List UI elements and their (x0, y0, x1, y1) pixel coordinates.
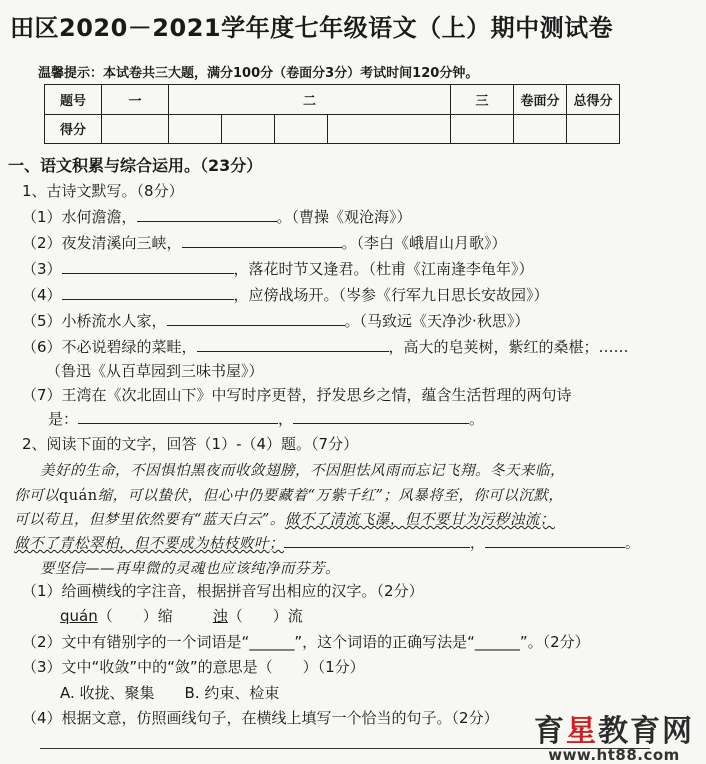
score-cell-part3: 三 (451, 85, 514, 115)
score-input-cell (328, 114, 451, 144)
comma: ， (470, 536, 485, 552)
poem-item-5 (22, 310, 529, 331)
score-row-label: 得分 (45, 114, 102, 144)
poem-item-5-prefix: （5）小桥流水人家， (22, 312, 167, 330)
poem-item-3-prefix: （3） (22, 260, 62, 278)
exam-note: 温馨提示：本试卷共三大题，满分100分（卷面分3分）考试时间120分钟。 (38, 66, 479, 81)
poem-item-1-source: 。（曹操《观沧海》） (276, 208, 412, 226)
poem-item-2-prefix: （2）夜发清溪向三峡， (22, 234, 182, 252)
poem-item-7-prefix: 是： (48, 410, 79, 428)
subquestion-2: （2）文中有错别字的一个词语是“______”，这个词语的正确写法是“______”。（2分） (22, 633, 590, 651)
passage-text: 缩，可以蛰伏，但心中仍要藏着“万紫千红”；风暴将至，你可以沉默， (97, 488, 564, 504)
answer-paren-2[interactable]: （ ）流 (227, 607, 303, 625)
answer-blank[interactable] (182, 247, 342, 248)
passage-text: 可以苟且，但梦里依然要有“蓝天白云”。 (14, 512, 285, 528)
exam-title: 田区2020－2021学年度七年级语文（上）期中测试卷 (10, 14, 614, 42)
answer-blank[interactable] (62, 299, 234, 300)
answer-blank[interactable] (78, 423, 278, 424)
answer-blank[interactable] (284, 547, 470, 548)
poem-item-7: （7）王湾在《次北固山下》中写时序更替，抒发思乡之情，蕴含生活哲理的两句诗 (22, 386, 572, 404)
underlined-sentence-1: 做不了清流飞瀑，但不要甘为污秽浊流； (284, 512, 555, 528)
answer-blank[interactable] (62, 273, 234, 274)
score-table-score-row (45, 114, 620, 144)
answer-blank[interactable] (167, 325, 345, 326)
pinyin-quan: quán (59, 488, 98, 504)
passage-line-3 (14, 508, 555, 529)
subquestion-3: （3）文中“收敛”中的“敛”的意思是（ ）（1分） (22, 658, 365, 676)
answer-blank[interactable] (197, 351, 389, 352)
subquestion-1-items (60, 605, 303, 626)
period: 。 (625, 536, 640, 552)
subquestion-3-options: A. 收拢、聚集 B. 约束、检束 (60, 684, 280, 702)
watermark (534, 706, 694, 764)
poem-item-3 (22, 258, 534, 279)
score-cell-part1: 一 (102, 85, 169, 115)
score-table-header-row (45, 85, 620, 115)
score-input-cell (222, 114, 275, 144)
score-table (44, 84, 620, 144)
poem-item-6-source: （鲁迅《从百草园到三味书屋》） (46, 362, 264, 380)
score-input-cell (451, 114, 514, 144)
score-cell-label: 题号 (45, 85, 102, 115)
poem-item-3-source: ，落花时节又逢君。（杜甫《江南逢李龟年》） (233, 260, 534, 278)
score-input-cell (169, 114, 222, 144)
poem-item-6-rest: ，高大的皂荚树，紫红的桑椹；…… (388, 338, 629, 356)
question-2-title: 2、阅读下面的文字，回答（1）-（4）题。（7分） (22, 435, 359, 453)
passage-text: 你可以 (14, 488, 59, 504)
passage-line-1: 美好的生命，不因惧怕黑夜而收敛翅膀，不因胆怯风雨而忘记飞翔。冬天来临， (40, 463, 565, 479)
passage-line-2 (14, 484, 563, 505)
answer-blank[interactable] (137, 221, 277, 222)
answer-blank[interactable] (293, 423, 469, 424)
poem-item-6 (22, 336, 629, 357)
answer-paren-1[interactable]: （ ）缩 (97, 607, 173, 625)
question-1-title: 1、古诗文默写。（8分） (22, 182, 184, 200)
poem-item-6-prefix: （6）不必说碧绿的菜畦， (22, 338, 197, 356)
score-input-cell (514, 114, 567, 144)
passage-line-4 (14, 532, 640, 553)
score-input-cell (102, 114, 169, 144)
poem-item-1-prefix: （1）水何澹澹， (22, 208, 137, 226)
subquestion-1: （1）给画横线的字注音，根据拼音写出相应的汉字。（2分） (22, 582, 424, 600)
poem-item-2 (22, 232, 507, 253)
answer-blank[interactable] (485, 547, 625, 548)
comma: ， (278, 410, 294, 428)
poem-item-4-prefix: （4） (22, 286, 62, 304)
score-input-cell (567, 114, 620, 144)
passage-line-5: 要坚信——再卑微的灵魂也应该纯净而芬芳。 (40, 561, 340, 577)
subquestion-4: （4）根据文意，仿照画线句子，在横线上填写一个恰当的句子。（2分） (22, 709, 499, 727)
watermark-name: 育星教育网 (534, 714, 694, 749)
score-cell-total: 总得分 (567, 85, 620, 115)
poem-item-1 (22, 206, 412, 227)
section1-heading: 一、语文积累与综合运用。（23分） (8, 156, 263, 175)
poem-item-5-source: 。（马致远《天净沙·秋思》） (344, 312, 530, 330)
score-cell-part2: 二 (169, 85, 451, 115)
score-input-cell (275, 114, 328, 144)
watermark-url: www.ht88.com (548, 746, 680, 764)
poem-item-4-source: ，应傍战场开。（岑参《行军九日思长安故园》） (233, 286, 549, 304)
poem-item-7-answer (48, 408, 484, 429)
underlined-sentence-2: 做不了青松翠柏，但不要成为枯枝败叶； (14, 536, 284, 552)
poem-item-4 (22, 284, 549, 305)
pinyin-target: quán (60, 607, 98, 625)
char-target: 浊 (212, 607, 228, 625)
poem-item-2-source: 。（李白《峨眉山月歌》） (341, 234, 507, 252)
score-cell-neatness: 卷面分 (514, 85, 567, 115)
period: 。 (469, 410, 485, 428)
